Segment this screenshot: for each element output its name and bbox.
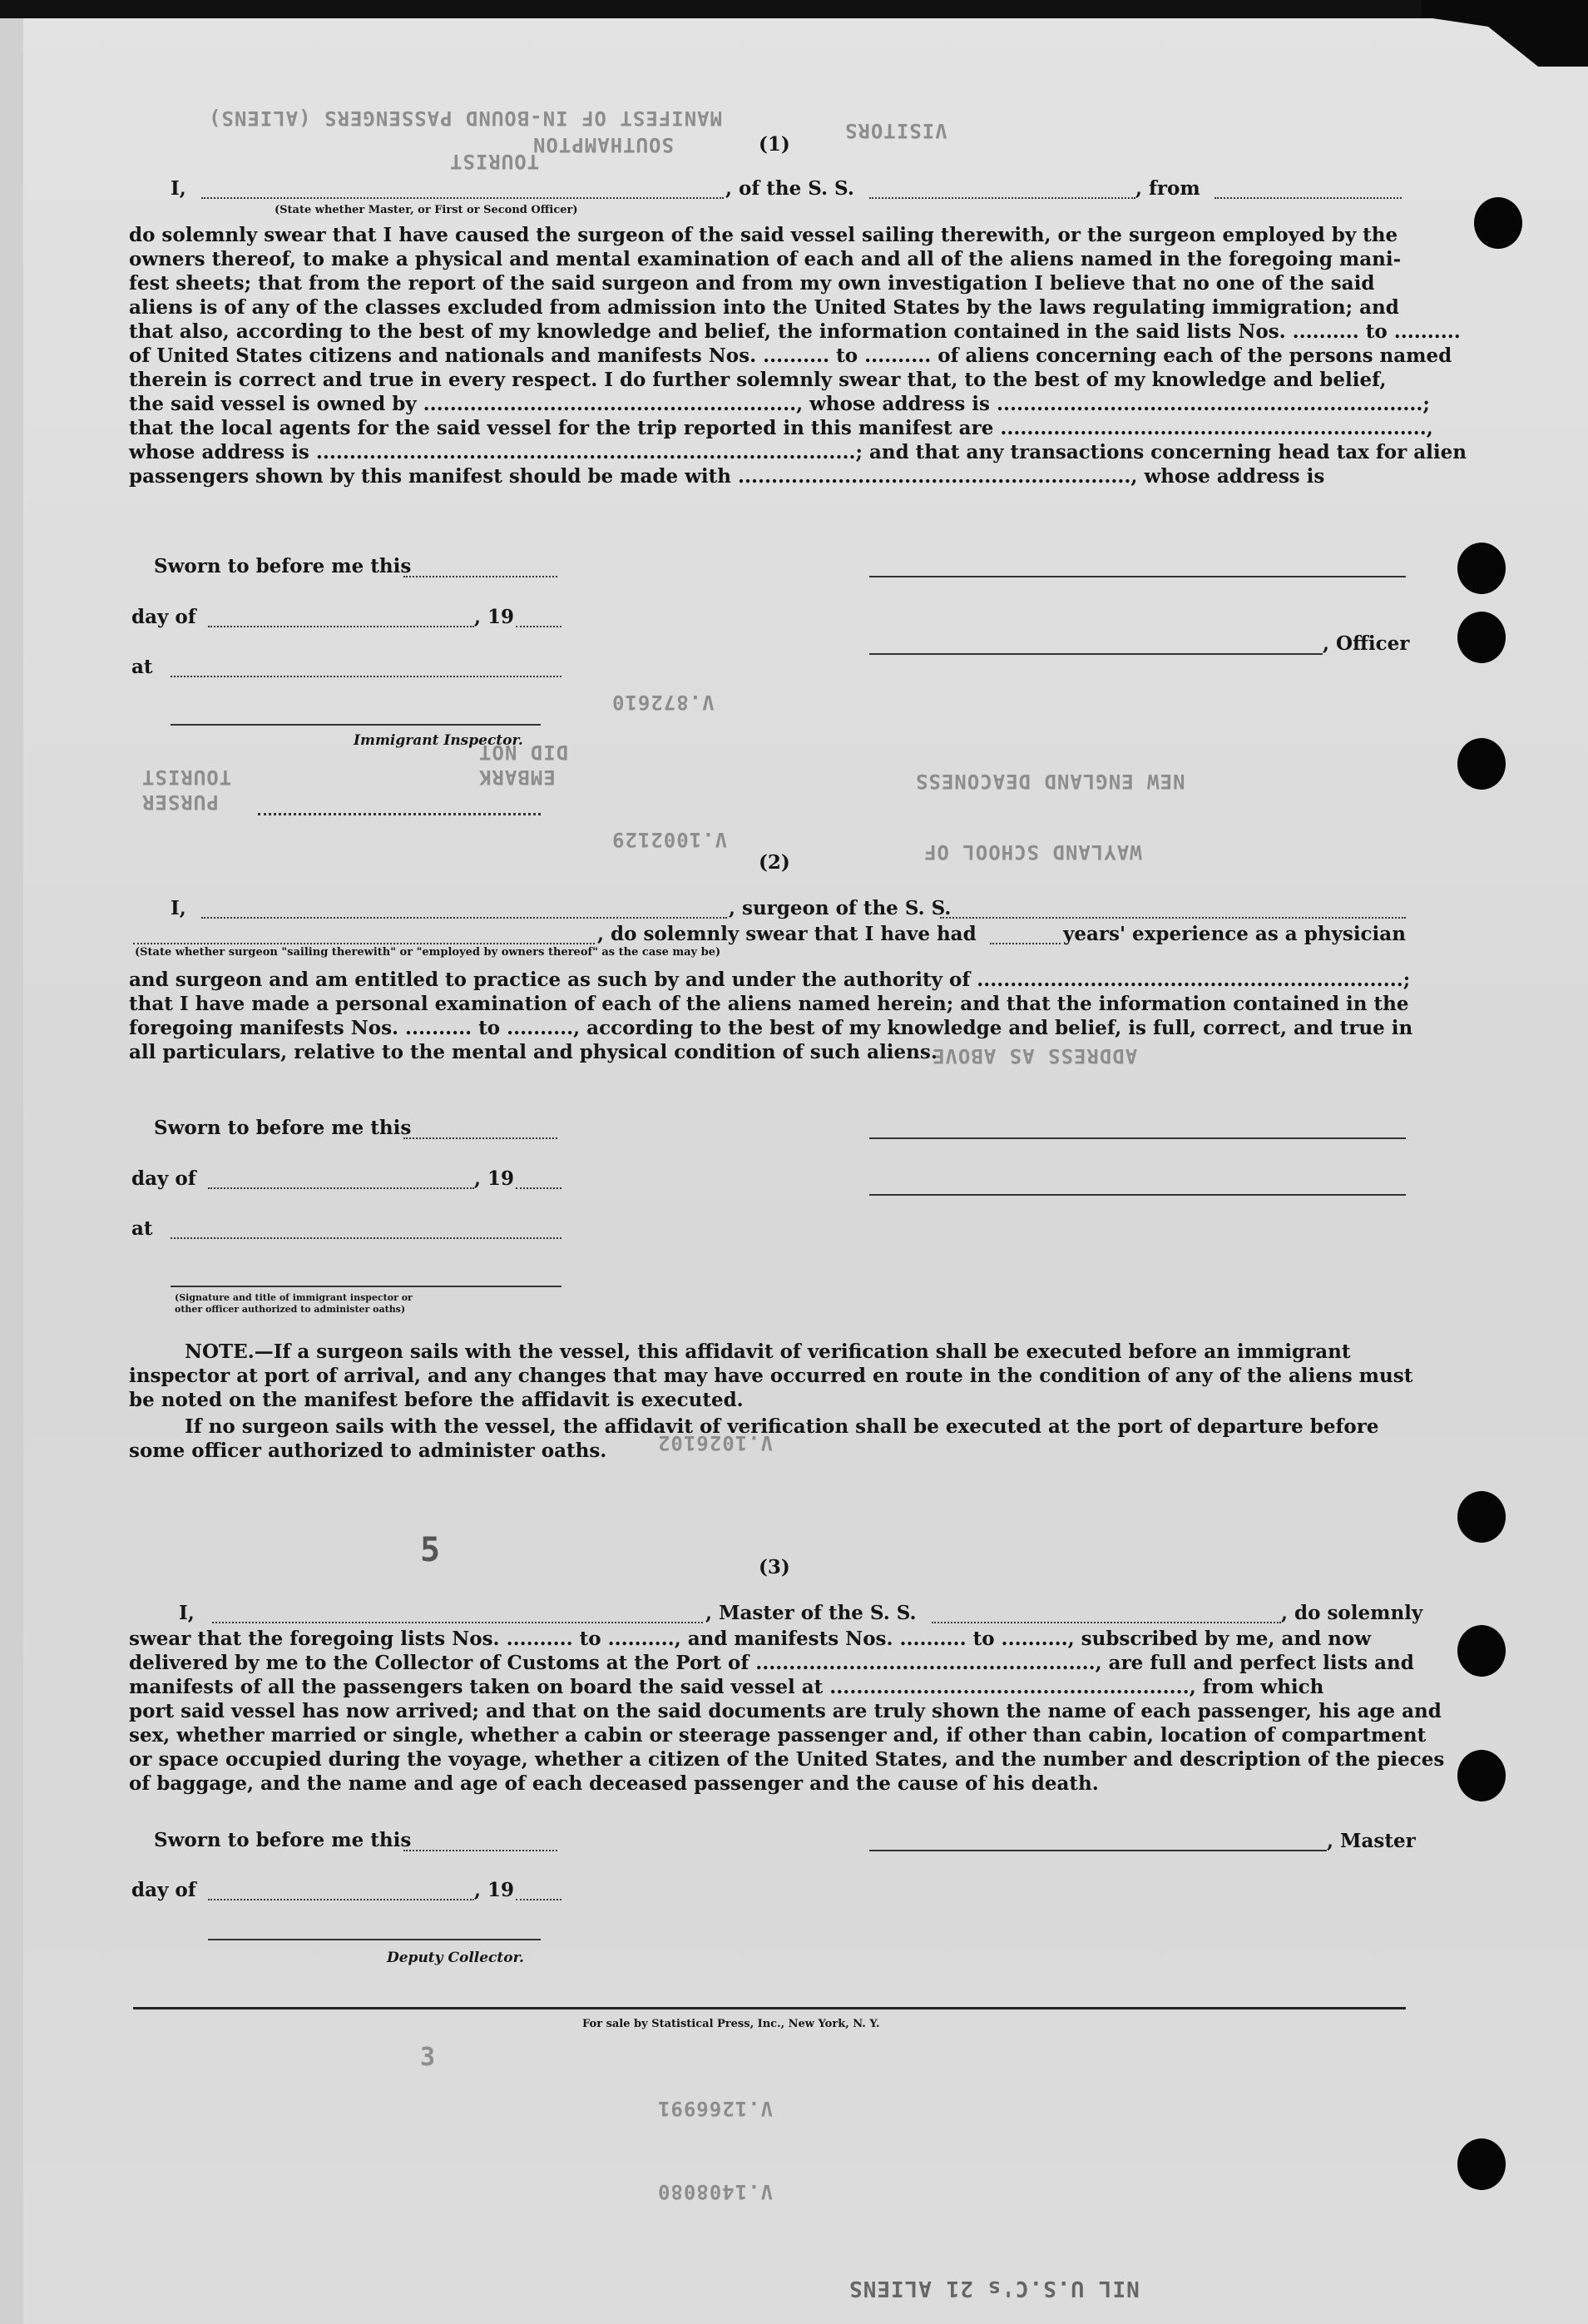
oath-line: that I have made a personal examination of each of the aliens named herein; and that the information contained in the: [129, 993, 1409, 1015]
bleed-digit: 5: [420, 1531, 442, 1569]
section-number: (2): [759, 851, 790, 874]
bleed-text: EMBARK: [478, 766, 556, 789]
year-label: , 19: [474, 1167, 515, 1190]
master-signature-line[interactable]: [869, 1850, 1327, 1851]
oath-line: that the local agents for the said vessel for the trip reported in this manifest are ................................................................,: [129, 417, 1433, 439]
printer-credit: For sale by Statistical Press, Inc., New York, N. Y.: [582, 2018, 880, 2030]
oath-line: do solemnly swear that I have caused the surgeon of the said vessel sailing therewith, or the surgeon employed by the: [129, 224, 1398, 246]
punch-hole: [1457, 543, 1506, 594]
inspector-label: Immigrant Inspector.: [354, 732, 523, 749]
oath-line: foregoing manifests Nos. .......... to .........., according to the best of my knowledge and belief, is full, correct, and true in: [129, 1017, 1413, 1039]
year-label: , 19: [474, 1879, 515, 1901]
at-label: at: [131, 1217, 153, 1240]
oath-line: manifests of all the passengers taken on board the said vessel at ......................................................, from which: [129, 1676, 1324, 1698]
year-field[interactable]: [516, 1187, 561, 1189]
section-number: (1): [759, 133, 790, 156]
sworn-label: Sworn to before me this: [154, 1117, 412, 1139]
vessel-name-field[interactable]: [932, 1622, 1281, 1623]
master-of-label: , Master of the S. S.: [705, 1602, 917, 1624]
bleed-text: DID NOT: [478, 741, 569, 764]
punch-hole: [1457, 2138, 1506, 2190]
day-of-label: day of: [131, 1879, 196, 1901]
bleed-text: ADDRESS AS ABOVE: [932, 1044, 1138, 1068]
bleed-text: TOURIST: [449, 150, 540, 173]
bleed-text: NIL U.S.C's 21 ALIENS: [848, 2276, 1140, 2301]
i-label: I,: [171, 177, 186, 200]
bleed-text: WAYLAND SCHOOL OF: [923, 840, 1142, 864]
oath-line: all particulars, relative to the mental and physical condition of such aliens.: [129, 1041, 937, 1063]
oath-line: owners thereof, to make a physical and mental examination of each and all of the aliens named in the foregoing mani-: [129, 248, 1402, 270]
surgeon-vessel-field[interactable]: [940, 917, 1406, 919]
surgeon-signature-line[interactable]: [869, 1137, 1406, 1139]
vessel-name-field[interactable]: [869, 197, 1135, 199]
bleed-digit: 3: [420, 2043, 437, 2072]
year-label: , 19: [474, 606, 515, 628]
bleed-text: V.1266991: [657, 2097, 774, 2120]
field-note: (State whether surgeon "sailing therewith" or "employed by owners thereof" as the case may be): [135, 946, 721, 959]
collector-signature-line[interactable]: [208, 1939, 541, 1940]
note-line: NOTE.—If a surgeon sails with the vessel, this affidavit of verification shall be executed before an immigrant: [185, 1340, 1351, 1363]
sworn-label: Sworn to before me this: [154, 555, 412, 577]
day-of-field[interactable]: [208, 1899, 474, 1900]
master-name-field[interactable]: [201, 197, 724, 199]
oath-line: that also, according to the best of my knowledge and belief, the information contained in the said lists Nos. .......... to ..........: [129, 320, 1461, 343]
oath-line: fest sheets; that from the report of the said surgeon and from my own investigation I believe that no one of the said: [129, 272, 1375, 295]
note-line: some officer authorized to administer oaths.: [129, 1439, 607, 1462]
sworn-day-field[interactable]: [403, 1137, 557, 1139]
oath-line: port said vessel has now arrived; and that on the said documents are truly shown the name of each passenger, his age and: [129, 1700, 1442, 1722]
officer-title-line[interactable]: [869, 653, 1323, 655]
oath-line: the said vessel is owned by ........................................................, whose address is ................................................................;: [129, 393, 1430, 415]
left-edge-shadow: [0, 0, 23, 2324]
dotted-line: [258, 813, 541, 815]
oath-line: aliens is of any of the classes excluded from admission into the United States by the laws regulating immigration; and: [129, 296, 1399, 319]
years-label: years' experience as a physician: [1063, 923, 1406, 945]
oath-line: or space occupied during the voyage, whether a citizen of the United States, and the number and description of the pieces: [129, 1748, 1445, 1771]
punch-hole: [1474, 197, 1522, 249]
footer-rule: [133, 2007, 1406, 2009]
inspector-signature-line[interactable]: [171, 724, 541, 726]
note-line: If no surgeon sails with the vessel, the affidavit of verification shall be executed at the port of departure before: [185, 1415, 1379, 1438]
day-of-label: day of: [131, 1167, 196, 1190]
deputy-collector-label: Deputy Collector.: [387, 1950, 524, 1966]
bleed-text: V.1002129: [611, 828, 728, 851]
years-field[interactable]: [990, 943, 1061, 944]
oath-line: whose address is .................................................................................; and that any transactions concerning head tax for alien: [129, 441, 1467, 463]
bleed-text: TOURIST: [141, 766, 232, 789]
punch-hole: [1457, 1750, 1506, 1801]
do-solemnly-label: , do solemnly: [1281, 1602, 1423, 1624]
punch-hole: [1457, 738, 1506, 790]
punch-hole: [1457, 1625, 1506, 1677]
i-label: I,: [171, 897, 186, 919]
year-field[interactable]: [516, 626, 561, 627]
oath-line: sex, whether married or single, whether a cabin or steerage passenger and, if other than cabin, location of compartment: [129, 1724, 1427, 1747]
day-of-field[interactable]: [208, 1187, 474, 1189]
oath-line: of baggage, and the name and age of each deceased passenger and the cause of his death.: [129, 1772, 1099, 1795]
officer-signature-line[interactable]: [869, 576, 1406, 577]
oath-line: passengers shown by this manifest should be made with ..........................................................., whose address is: [129, 465, 1325, 488]
signature-note: (Signature and title of immigrant inspector or: [175, 1292, 413, 1303]
note-line: inspector at port of arrival, and any changes that may have occurred en route in the condition of any of the aliens must: [129, 1365, 1413, 1387]
at-field[interactable]: [171, 1237, 561, 1239]
surgeon-status-field[interactable]: [133, 943, 595, 944]
signature-note: other officer authorized to administer oaths): [175, 1304, 406, 1315]
field-note: (State whether Master, or First or Second Officer): [275, 204, 578, 216]
year-field[interactable]: [516, 1899, 561, 1900]
oath-line: and surgeon and am entitled to practice as such by and under the authority of ................................................................;: [129, 969, 1411, 991]
bleed-text: VISITORS: [844, 119, 947, 142]
at-field[interactable]: [171, 676, 561, 677]
punch-hole: [1457, 1491, 1506, 1543]
official-signature-line[interactable]: [171, 1286, 561, 1287]
surgeon-name-field[interactable]: [201, 917, 727, 919]
oath-line: of United States citizens and nationals and manifests Nos. .......... to .......... of aliens concerning each of the persons named: [129, 344, 1452, 367]
officer-label: , Officer: [1323, 632, 1410, 655]
at-label: at: [131, 656, 153, 678]
day-of-field[interactable]: [208, 626, 474, 627]
bleed-text: PURSER: [141, 790, 219, 814]
bleed-text: SOUTHAMPTON: [532, 133, 674, 156]
sworn-label: Sworn to before me this: [154, 1829, 412, 1851]
sworn-day-field[interactable]: [403, 1850, 557, 1851]
swear-label: , do solemnly swear that I have had: [597, 923, 977, 945]
bleed-text: V.1408080: [657, 2180, 774, 2203]
punch-hole: [1457, 612, 1506, 663]
from-port-field[interactable]: [1214, 197, 1402, 199]
oath-line: therein is correct and true in every respect. I do further solemnly swear that, to the best of my knowledge and belief,: [129, 369, 1387, 391]
of-ss-label: , of the S. S.: [725, 177, 854, 200]
note-line: be noted on the manifest before the affidavit is executed.: [129, 1389, 744, 1411]
oath-line: swear that the foregoing lists Nos. .......... to .........., and manifests Nos. .......... to .........., subscribed by me, and now: [129, 1628, 1372, 1650]
torn-corner: [1422, 0, 1588, 67]
oath-line: delivered by me to the Collector of Customs at the Port of ..................................................., are full and perfect lists and: [129, 1652, 1414, 1674]
surgeon-of-label: , surgeon of the S. S.: [729, 897, 952, 919]
bleed-text: V.1026102: [657, 1431, 774, 1454]
day-of-label: day of: [131, 606, 196, 628]
bleed-text: NEW ENGLAND DEACONESS: [915, 770, 1185, 793]
surgeon-title-line[interactable]: [869, 1194, 1406, 1196]
master-name-field[interactable]: [212, 1622, 703, 1623]
from-label: , from: [1135, 177, 1200, 200]
top-edge-shadow: [0, 0, 1588, 18]
bleed-text: V.872610: [611, 691, 715, 714]
bleed-text: MANIFEST OF IN-BOUND PASSENGERS (ALIENS): [208, 107, 722, 130]
section-number: (3): [759, 1556, 790, 1578]
master-label: , Master: [1327, 1830, 1416, 1852]
i-label: I,: [179, 1602, 195, 1624]
sworn-day-field[interactable]: [403, 576, 557, 577]
